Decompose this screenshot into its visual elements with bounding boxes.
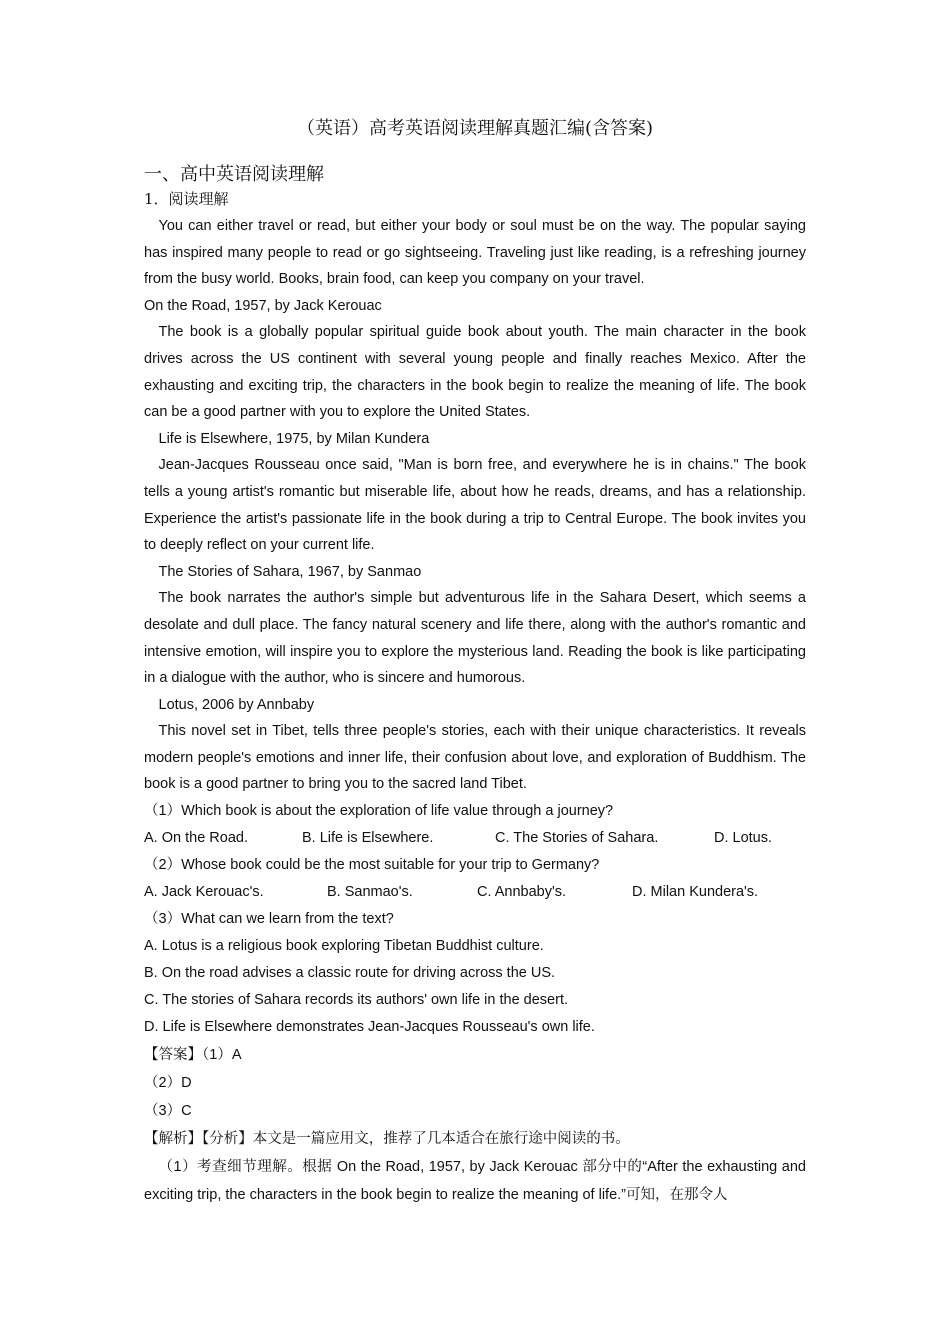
analysis-detail-1: （1）考查细节理解。根据 On the Road, 1957, by Jack Kerouac 部分中的“After the exhausting and exciting trip, the characters in the book begin to realize the meaning of life.”可知，在那令人: [144, 1159, 806, 1204]
document-body: [144, 213, 806, 1209]
question-3-stem: （3）What can we learn from the text?: [144, 911, 394, 928]
section-heading: 一、高中英语阅读理解: [144, 164, 324, 185]
answer-2: （2）D: [144, 1075, 192, 1092]
book-title-stories-of-sahara: The Stories of Sahara, 1967, by Sanmao: [158, 563, 422, 580]
book-text-lotus: This novel set in Tibet, tells three people's stories, each with their unique characteristics. It reveals modern people's emotions and inner life, their confusion about love, and exploration of Buddhism. The book is a good partner to bring you to the sacred land Tibet.: [144, 723, 806, 793]
analysis-line: [144, 1125, 806, 1153]
book-title-lotus: Lotus, 2006 by Annbaby: [158, 696, 315, 713]
q1-option-d: D. Lotus.: [714, 830, 773, 847]
analysis-label: 【解析】【分析】: [144, 1131, 253, 1148]
book-text-life-is-elsewhere: Jean-Jacques Rousseau once said, "Man is born free, and everywhere he is in chains." The book tells a young artist's romantic but miserable life, about how he reads, dreams, and has a relationship. Experience the artist's passionate life in the book during a trip to Central Europe. The book invites you to deeply reflect on your current life.: [144, 457, 806, 554]
question-number: 1．阅读理解: [144, 190, 229, 208]
question-2-options: [144, 879, 806, 906]
analysis-summary: 本文是一篇应用文，推荐了几本适合在旅行途中阅读的书。: [252, 1131, 630, 1148]
book-title-on-the-road: On the Road, 1957, by Jack Kerouac: [144, 297, 382, 314]
q2-option-b: B. Sanmao's.: [327, 884, 413, 901]
q3-option-c: C. The stories of Sahara records its authors' own life in the desert.: [144, 992, 569, 1009]
passage-intro: You can either travel or read, but either your body or soul must be on the way. The popular saying has inspired many people to read or go sightseeing. Traveling just like reading, is a refreshing journey from the busy world. Books, brain food, can keep you company on your travel.: [144, 218, 806, 288]
question-1-options: [144, 825, 806, 852]
answer-1: （1）A: [202, 1047, 242, 1064]
q1-option-b: B. Life is Elsewhere.: [302, 830, 434, 847]
document-title: （英语）高考英语阅读理解真题汇编(含答案): [296, 118, 654, 139]
answer-line: [144, 1041, 806, 1069]
q2-option-c: C. Annbaby's.: [477, 884, 567, 901]
book-text-on-the-road: The book is a globally popular spiritual guide book about youth. The main character in the book drives across the US continent with several young people and finally reaches Mexico. After the exhausting and exciting trip, the characters in the book begin to realize the meaning of life. The book can be a good partner with you to explore the United States.: [144, 324, 806, 421]
book-text-stories-of-sahara: The book narrates the author's simple but adventurous life in the Sahara Desert, which seems a desolate and dull place. The fancy natural scenery and life there, along with the author's romantic and intensive emotion, will inspire you to explore the mysterious land. Reading the book is like participating in a dialogue with the author, who is sincere and humorous.: [144, 590, 806, 687]
q1-option-c: C. The Stories of Sahara.: [495, 830, 659, 847]
book-title-life-is-elsewhere: Life is Elsewhere, 1975, by Milan Kundera: [158, 430, 430, 447]
q2-option-d: D. Milan Kundera's.: [632, 884, 759, 901]
q3-option-d: D. Life is Elsewhere demonstrates Jean-Jacques Rousseau's own life.: [144, 1019, 595, 1036]
q1-option-a: A. On the Road.: [144, 830, 248, 847]
question-1-stem: （1）Which book is about the exploration of life value through a journey?: [144, 803, 614, 820]
answer-3: （3）C: [144, 1103, 192, 1120]
q3-option-b: B. On the road advises a classic route for driving across the US.: [144, 965, 556, 982]
question-2-stem: （2）Whose book could be the most suitable for your trip to Germany?: [144, 857, 600, 874]
q2-option-a: A. Jack Kerouac's.: [144, 884, 264, 901]
q3-option-a: A. Lotus is a religious book exploring Tibetan Buddhist culture.: [144, 938, 544, 955]
answer-label: 【答案】: [144, 1047, 202, 1064]
